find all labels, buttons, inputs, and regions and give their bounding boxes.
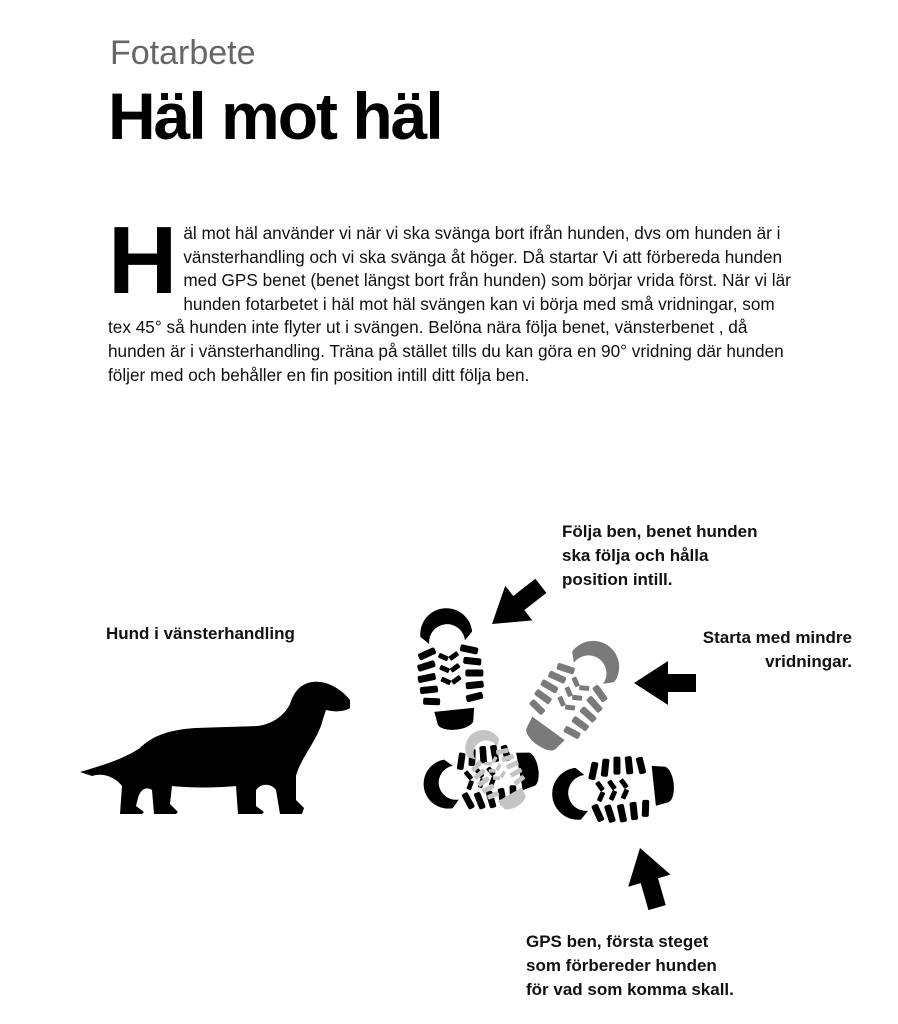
- arrow-icon: [478, 568, 696, 913]
- label-start: Starta med mindre vridningar.: [702, 628, 852, 671]
- label-gps-leg: GPS ben, första steget som förbereder hunden för vad som komma skall.: [526, 932, 734, 999]
- label-follow-leg: Följa ben, benet hunden ska följa och hålla position intill.: [562, 522, 758, 589]
- page-title: Häl mot häl: [108, 79, 442, 153]
- shoe-sole-print: [410, 605, 677, 830]
- label-dog: Hund i vänsterhandling: [106, 624, 295, 643]
- body-text: äl mot häl använder vi när vi ska svänga bort ifrån hunden, dvs om hunden är i vänsterhandling och vi ska svänga åt höger. Då startar Vi att förbereda hunden med GPS benet (benet längst bort från hunden) som börjar vrida först. När vi lär hunden fotarbetet i häl mot häl svängen kan vi börja med små vridningar, som tex 45° så hunden inte flyter ut i svängen. Belöna nära följa benet, vänsterbenet , då hunden är i vänsterhandling. Träna på stället tills du kan göra en 90° vridning där hunden följer med och behåller en fin position intill ditt följa ben.: [108, 223, 791, 385]
- dachshund-silhouette: [80, 682, 350, 814]
- page-subtitle: Fotarbete: [110, 34, 256, 72]
- dropcap: H: [108, 207, 178, 314]
